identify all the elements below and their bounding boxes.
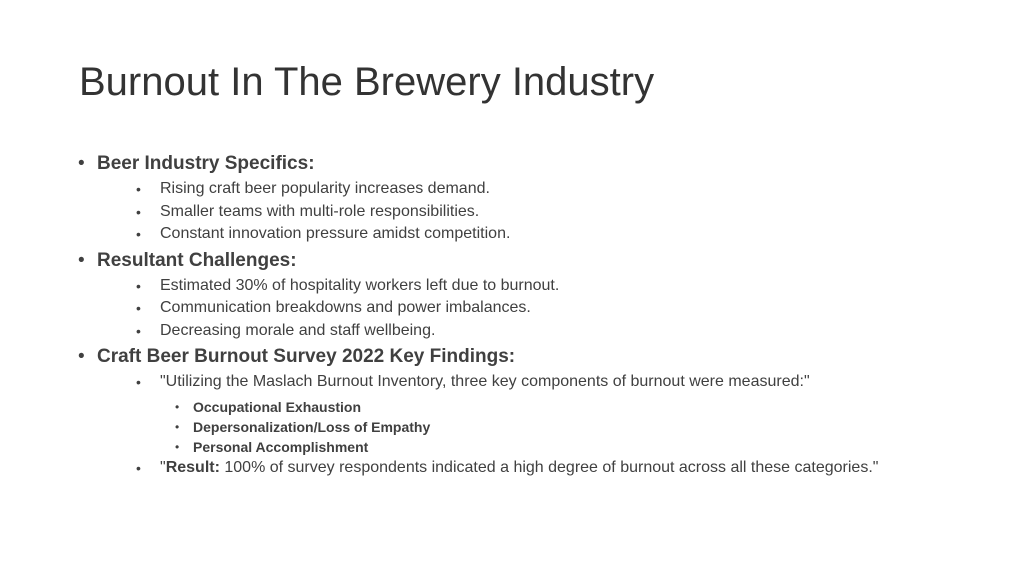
section-heading: Craft Beer Burnout Survey 2022 Key Findings: [97,346,516,367]
list-item-component: • Personal Accomplishment [175,438,369,455]
list-item-component: • Depersonalization/Loss of Empathy [175,418,431,435]
bullet-icon: • [136,322,141,339]
section-survey-key-findings [78,345,978,477]
section-beer-industry-specifics [78,152,978,246]
slide-title: Burnout In The Brewery Industry [79,60,655,104]
list-item: • Constant innovation pressure amidst competition. [116,223,978,246]
list-item-component: • Occupational Exhaustion [175,398,362,415]
bullet-icon: • [78,249,85,271]
sub-list [97,371,978,394]
bullet-icon: • [78,153,85,174]
list-item: • Decreasing morale and staff wellbeing. [116,320,978,343]
list-item: • Smaller teams with multi-role responsibilities. [116,201,978,224]
bullet-icon: • [136,300,141,316]
list-item: • Rising craft beer popularity increases demand. [116,178,978,201]
sub-list [97,459,978,477]
list-item: • Communication breakdowns and power imbalances. [116,297,978,320]
bullet-icon: • [175,419,180,434]
section-heading: Beer Industry Specifics: [97,153,315,174]
bullet-icon: • [175,439,180,454]
bullet-icon: • [175,399,180,414]
components-list [97,397,978,457]
bullet-icon: • [136,277,141,294]
list-item-result: • "Result: 100% of survey respondents indicated a high degree of burnout across all these categories." [136,458,879,476]
slide-content [78,152,978,480]
sub-list [97,178,978,246]
bullet-icon: • [136,181,141,197]
list-item: • Estimated 30% of hospitality workers left due to burnout. [116,275,978,298]
bullet-icon: • [78,346,85,367]
bullet-icon: • [136,203,141,220]
bullet-icon: • [136,459,141,476]
section-heading: Resultant Challenges: [97,249,297,271]
sub-list [97,275,978,343]
section-resultant-challenges [78,249,978,343]
bullet-icon: • [136,226,141,242]
list-item-quote: • "Utilizing the Maslach Burnout Inventory, three key components of burnout were measured:" [116,371,978,394]
bullet-icon: • [136,374,141,390]
bullet-list [78,152,978,477]
result-label: Result: [165,458,220,476]
